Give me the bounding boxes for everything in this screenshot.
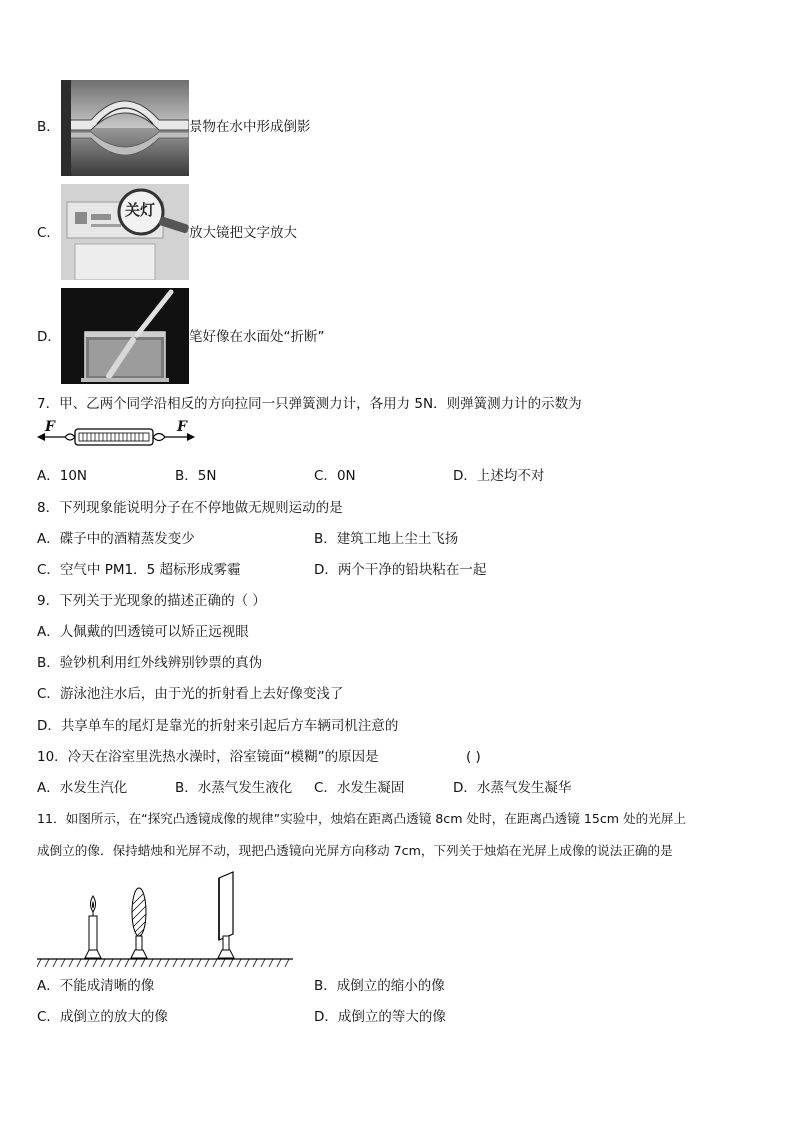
option-a: A．10N <box>37 468 88 484</box>
option-letter: D． <box>37 329 61 345</box>
option-a: A．人佩戴的凹透镜可以矫正远视眼 <box>37 624 249 640</box>
option-d: D．两个干净的铅块粘在一起 <box>314 562 487 578</box>
question-stem: 7．甲、乙两个同学沿相反的方向拉同一只弹簧测力计，各用力 5N．则弹簧测力计的示数为 <box>37 396 582 412</box>
magnifier-over-text-photo <box>61 184 189 280</box>
candle-icon <box>85 896 101 958</box>
answer-bracket: ( ) <box>466 749 481 765</box>
option-d: D．水蒸气发生凝华 <box>453 780 572 796</box>
question-stem-line-2: 成倒立的像．保持蜡烛和光屏不动，现把凸透镜向光屏方向移动 7cm，下列关于烛焰在光屏上成像的说法正确的是 <box>37 843 673 858</box>
option-a: A．碟子中的酒精蒸发变少 <box>37 531 195 547</box>
force-label-right: F <box>177 419 187 435</box>
option-letter: B． <box>37 119 60 135</box>
lens-experiment-figure <box>37 868 295 972</box>
option-c: C．水发生凝固 <box>314 780 405 796</box>
convex-lens-icon <box>131 888 147 958</box>
option-b: B．成倒立的缩小的像 <box>314 978 445 994</box>
pencil-in-water-glass-photo <box>61 288 189 384</box>
question-stem-line-1: 11．如图所示，在“探究凸透镜成像的规律”实验中，烛焰在距离凸透镜 8cm 处时，在距离凸透镜 15cm 处的光屏上 <box>37 811 687 826</box>
option-c: C．游泳池注水后，由于光的折射看上去好像变浅了 <box>37 686 344 702</box>
question-stem: 8．下列现象能说明分子在不停地做无规则运动的是 <box>37 500 343 516</box>
option-d: D．共享单车的尾灯是靠光的折射来引起后方车辆司机注意的 <box>37 718 399 734</box>
option-c: C．空气中 PM1．5 超标形成雾霾 <box>37 562 241 578</box>
question-stem: 10．冷天在浴室里洗热水澡时，浴室镜面“模糊”的原因是 <box>37 749 379 765</box>
option-b: B．验钞机利用红外线辨别钞票的真伪 <box>37 655 263 671</box>
option-a: A．不能成清晰的像 <box>37 978 155 994</box>
option-text: 笔好像在水面处“折断” <box>189 329 325 345</box>
option-b: B．水蒸气发生液化 <box>175 780 293 796</box>
magnifier-text: 关灯 <box>125 201 156 219</box>
option-b: B．建筑工地上尘土飞扬 <box>314 531 459 547</box>
stone-bridge-reflection-photo <box>61 80 189 176</box>
option-d: D．上述均不对 <box>453 468 545 484</box>
option-a: A．水发生汽化 <box>37 780 128 796</box>
option-b: B．5N <box>175 468 217 484</box>
spring-scale-figure <box>37 420 197 450</box>
force-label-left: F <box>45 419 55 435</box>
question-stem: 9．下列关于光现象的描述正确的（ ） <box>37 593 266 609</box>
option-d: D．成倒立的等大的像 <box>314 1009 446 1025</box>
option-text: 放大镜把文字放大 <box>189 225 297 241</box>
option-c: C．成倒立的放大的像 <box>37 1009 168 1025</box>
option-c: C．0N <box>314 468 356 484</box>
option-letter: C． <box>37 225 60 241</box>
light-screen-icon <box>218 872 234 958</box>
option-text: 景物在水中形成倒影 <box>189 119 311 135</box>
